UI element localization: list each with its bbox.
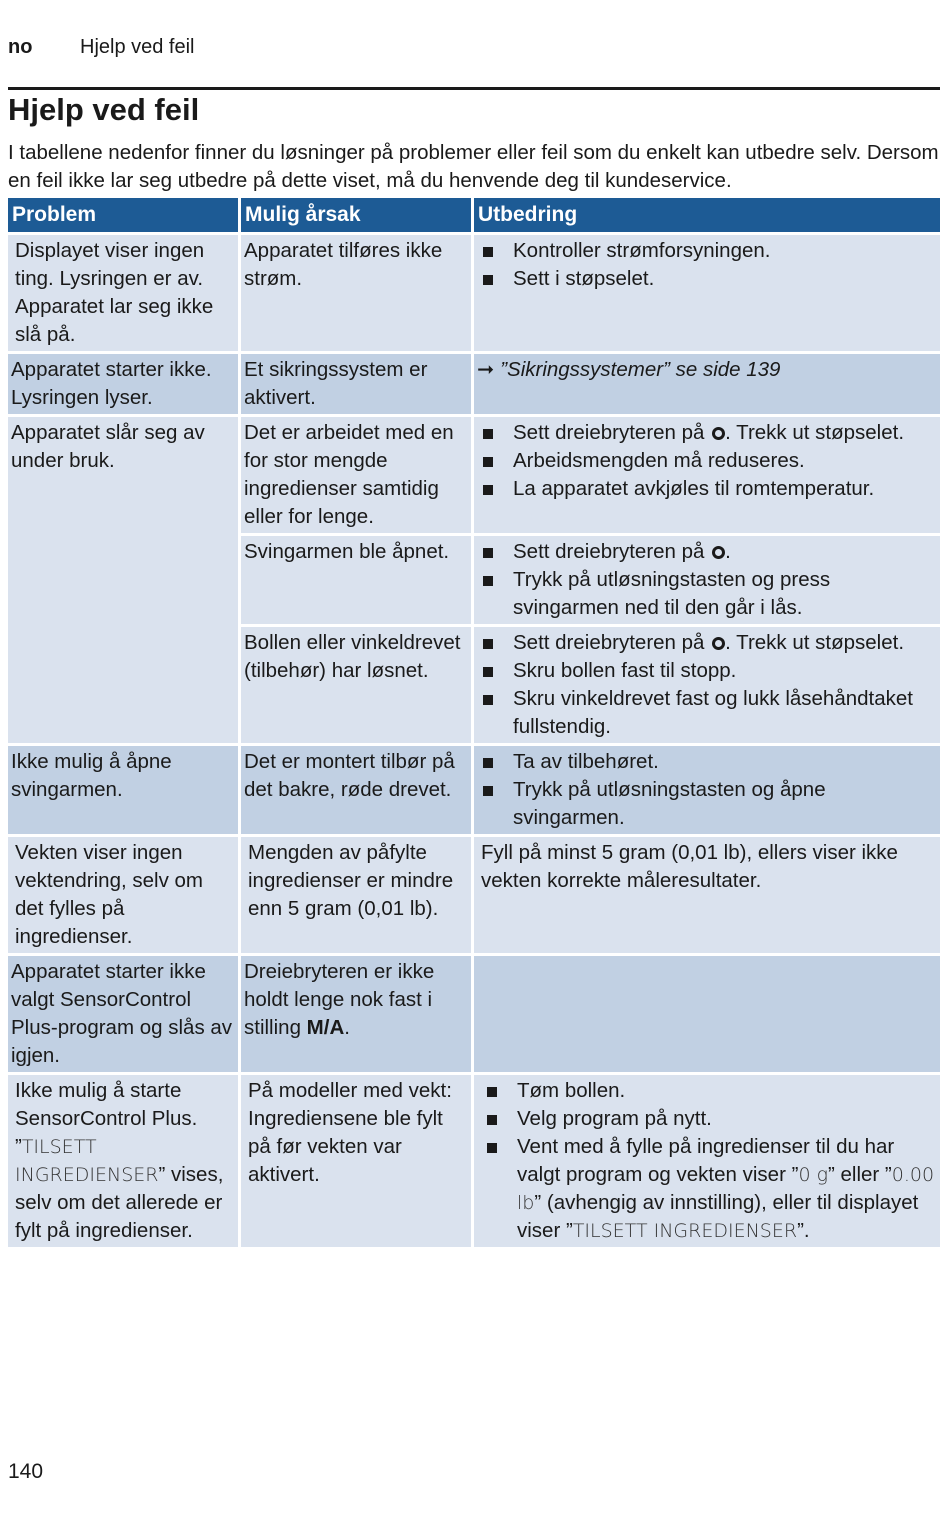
mode-label: M/A <box>306 1016 345 1039</box>
fix-item: Kontroller strømforsyningen. <box>477 237 937 265</box>
col-header-fix: Utbedring <box>474 198 940 232</box>
fix-item: Sett dreiebryteren på . Trekk ut støpselet. <box>477 629 937 657</box>
table-row <box>8 953 940 1072</box>
page-number: 140 <box>8 1460 44 1483</box>
fix-cell <box>474 1072 940 1247</box>
troubleshooting-table <box>8 198 940 1247</box>
table-header-row <box>8 198 940 232</box>
running-header <box>8 34 940 64</box>
fix-item: Sett i støpselet. <box>477 265 937 293</box>
problem-cell: Apparatet starter ikke valgt SensorControl Plus-program og slås av igjen. <box>8 953 241 1072</box>
problem-cell: Displayet viser ingen ting. Lysringen er av. Apparatet lar seg ikke slå på. <box>8 232 241 351</box>
fix-item: Sett dreiebryteren på . Trekk ut støpselet. <box>477 419 937 447</box>
problem-cell: Vekten viser ingen vektendring, selv om det fylles på ingredienser. <box>8 834 241 953</box>
problem-cell: Ikke mulig å åpne svingarmen. <box>8 743 241 834</box>
cause-cell: Et sikringssystem er aktivert. <box>241 351 474 414</box>
fix-item: Ta av tilbehøret. <box>477 748 937 776</box>
display-text: TILSETT INGREDIENSER <box>572 1220 798 1242</box>
display-text: 0.00 lb <box>517 1164 935 1214</box>
col-header-cause: Mulig årsak <box>241 198 474 232</box>
fix-cell <box>474 743 940 834</box>
fix-item: Arbeidsmengden må reduseres. <box>477 447 937 475</box>
fix-cell <box>474 624 940 743</box>
fix-cell <box>474 351 940 414</box>
fix-cell: Fyll på minst 5 gram (0,01 lb), ellers viser ikke vekten korrekte måleresultater. <box>474 834 940 953</box>
off-position-icon <box>712 546 725 559</box>
fix-item: Tøm bollen. <box>481 1077 937 1105</box>
fix-item: Trykk på utløsningstasten og press svingarmen ned til den går i lås. <box>477 566 937 622</box>
cause-cell: Svingarmen ble åpnet. <box>241 533 474 624</box>
cause-cell: Mengden av påfylte ingredienser er mindre enn 5 gram (0,01 lb). <box>241 834 474 953</box>
col-header-problem: Problem <box>8 198 241 232</box>
intro-text: I tabellene nedenfor finner du løsninger på problemer eller feil som du enkelt kan utbedre selv. Dersom en feil ikke lar seg utbedre på dette viset, må du henvende deg til kundeservice. <box>8 141 939 192</box>
fix-cell <box>474 953 940 1072</box>
fix-cell <box>474 533 940 624</box>
cause-cell: Det er montert tilbør på det bakre, røde drevet. <box>241 743 474 834</box>
cause-cell: På modeller med vekt: Ingrediensene ble fylt på før vekten var aktivert. <box>241 1072 474 1247</box>
fix-item: Velg program på nytt. <box>481 1105 937 1133</box>
cause-cell: Bollen eller vinkeldrevet (tilbehør) har løsnet. <box>241 624 474 743</box>
off-position-icon <box>712 427 725 440</box>
cross-reference[interactable] <box>477 358 780 381</box>
header-rule <box>8 87 940 90</box>
table-row <box>8 351 940 414</box>
page-title: Hjelp ved feil <box>8 92 200 127</box>
fix-item: Trykk på utløsningstasten og åpne svingarmen. <box>477 776 937 832</box>
cause-cell: Dreiebryteren er ikke holdt lenge nok fast i stilling M/A. <box>241 953 474 1072</box>
table-row <box>8 834 940 953</box>
cause-cell: Det er arbeidet med en for stor mengde ingredienser samtidig eller for lenge. <box>241 414 474 533</box>
fix-item: Sett dreiebryteren på . <box>477 538 937 566</box>
display-text: TILSETT INGREDIENSER <box>15 1136 159 1186</box>
fix-item: La apparatet avkjøles til romtemperatur. <box>477 475 937 503</box>
table-row <box>8 232 940 351</box>
problem-cell: Ikke mulig å starte SensorControl Plus. ”TILSETT INGREDIENSER” vises, selv om det allerede er fylt på ingredienser. <box>8 1072 241 1247</box>
fix-item: Skru bollen fast til stopp. <box>477 657 937 685</box>
cross-reference-text: ”Sikringssystemer” se side 139 <box>500 358 781 381</box>
fix-cell <box>474 232 940 351</box>
table-row <box>8 743 940 834</box>
cause-cell: Apparatet tilføres ikke strøm. <box>241 232 474 351</box>
problem-cell: Apparatet slår seg av under bruk. <box>8 414 241 743</box>
problem-cell: Apparatet starter ikke. Lysringen lyser. <box>8 351 241 414</box>
fix-item: Skru vinkeldrevet fast og lukk låsehåndtaket fullstendig. <box>477 685 937 741</box>
table-row <box>8 1072 940 1247</box>
display-text: 0 g <box>798 1164 828 1186</box>
fix-item: Vent med å fylle på ingredienser til du har valgt program og vekten viser ”0 g” eller ”0.00 lb” (avhengig av innstilling), eller til displayet viser ”TILSETT INGREDIENSER”. <box>481 1133 937 1245</box>
language-code: no <box>8 36 33 58</box>
off-position-icon <box>712 637 725 650</box>
running-header-title: Hjelp ved feil <box>80 36 195 58</box>
arrow-right-icon: ➞ <box>477 358 495 381</box>
fix-cell <box>474 414 940 533</box>
table-row <box>8 414 940 533</box>
